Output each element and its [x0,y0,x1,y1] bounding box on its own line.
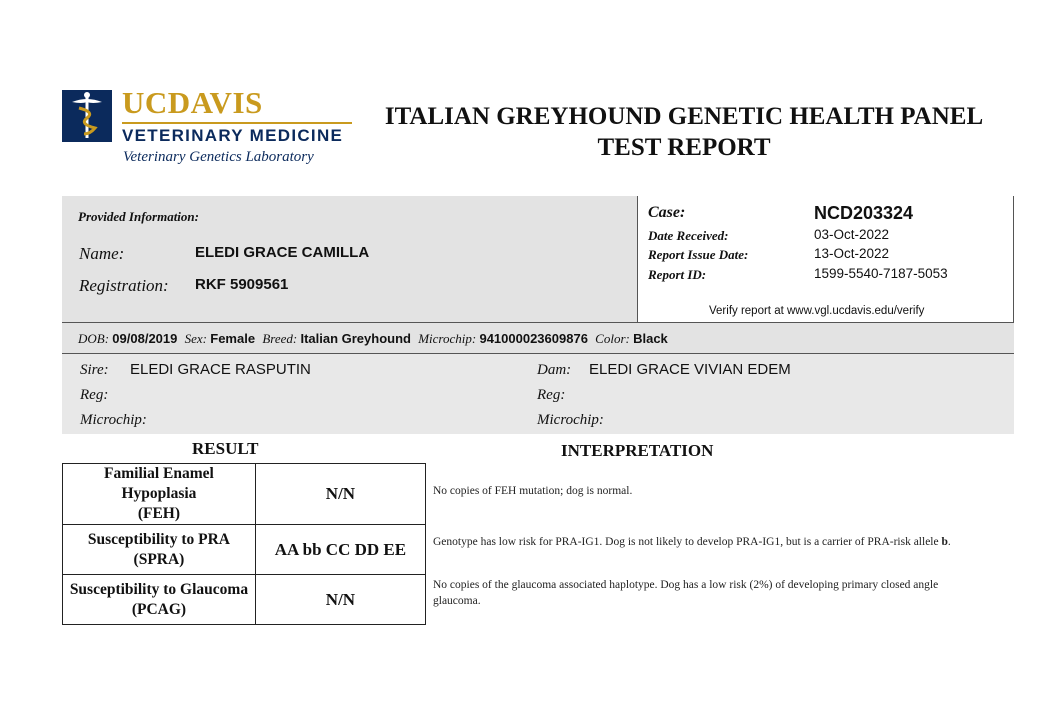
test-name: Susceptibility to Glaucoma [69,580,249,598]
sex-label: Sex: [184,331,207,346]
dog-details-line [78,331,668,347]
interpretation-heading: INTERPRETATION [561,441,714,460]
logo-wordmark [122,86,263,120]
report-id-value: 1599-5540-7187-5053 [814,266,948,281]
report-id-label: Report ID: [648,267,707,282]
provided-info-heading: Provided Information: [78,209,199,224]
sire-value: ELEDI GRACE RASPUTIN [130,361,311,378]
test-name: Susceptibility to PRA [87,530,230,548]
interpretation-spra-text: Genotype has low risk for PRA-IG1. Dog is not likely to develop PRA-IG1, but is a carrier of PRA-risk allele [433,536,942,548]
report-title [384,101,984,163]
logo-uc-text: UC [122,85,168,120]
sire-reg-label: Reg: [80,387,109,403]
caduceus-icon [62,90,112,142]
test-abbrev: (SPRA) [133,550,185,568]
test-name-cell [63,464,256,525]
interpretation-spra-allele: b [941,536,948,548]
color-value: Black [633,331,668,346]
interpretation-pcag [433,577,938,609]
dob-value: 09/08/2019 [112,331,178,346]
breed-label: Breed: [262,331,298,346]
microchip-label: Microchip: [418,331,477,346]
genotype-cell: N/N [255,464,425,525]
verify-link[interactable]: Verify report at www.vgl.ucdavis.edu/verify [709,305,925,317]
interpretation-pcag-line1: No copies of the glaucoma associated haplotype. Dog has a low risk (2%) of developing primary closed angle [433,579,939,591]
logo-vet-med-text: VETERINARY MEDICINE [122,126,344,145]
registration-value: RKF 5909561 [195,276,289,293]
case-label: Case: [648,204,686,221]
result-heading: RESULT [192,439,259,458]
sex-value: Female [210,331,256,346]
test-abbrev: (FEH) [137,505,181,522]
logo-lab-text: Veterinary Genetics Laboratory [123,149,314,165]
color-label: Color: [595,331,630,346]
interpretation-pcag-line2: glaucoma. [433,595,481,607]
logo-davis-text: DAVIS [167,85,263,120]
interpretation-spra-end: . [947,536,951,548]
report-title-line1: ITALIAN GREYHOUND GENETIC HEALTH PANEL [384,103,984,130]
dob-label: DOB: [78,331,110,346]
case-value: NCD203324 [814,203,914,223]
table-row [63,464,426,525]
name-value: ELEDI GRACE CAMILLA [195,244,370,261]
genotype-cell: AA bb CC DD EE [255,525,425,575]
breed-value: Italian Greyhound [300,331,411,346]
report-issue-date-label: Report Issue Date: [648,247,749,262]
table-row [63,575,426,625]
sire-microchip-label: Microchip: [80,412,147,428]
genotype-cell: N/N [255,575,425,625]
interpretation-spra [433,534,951,550]
dam-value: ELEDI GRACE VIVIAN EDEM [589,361,791,378]
report-title-line2: TEST REPORT [597,134,771,161]
sire-label: Sire: [80,362,109,378]
results-table [62,463,426,625]
microchip-value: 941000023609876 [479,331,588,346]
date-received-label: Date Received: [648,228,729,243]
test-name-cell [63,575,256,625]
test-name-cell [63,525,256,575]
dam-reg-label: Reg: [537,387,566,403]
logo-divider [122,122,352,124]
dam-microchip-label: Microchip: [537,412,604,428]
date-received-value: 03-Oct-2022 [814,227,890,242]
dam-label: Dam: [537,362,572,378]
test-name: Familial Enamel Hypoplasia [104,465,214,502]
registration-label: Registration: [79,276,169,295]
report-issue-date-value: 13-Oct-2022 [814,246,890,261]
test-abbrev: (PCAG) [131,600,187,618]
name-label: Name: [79,244,125,263]
interpretation-feh: No copies of FEH mutation; dog is normal. [433,485,633,497]
table-row [63,525,426,575]
